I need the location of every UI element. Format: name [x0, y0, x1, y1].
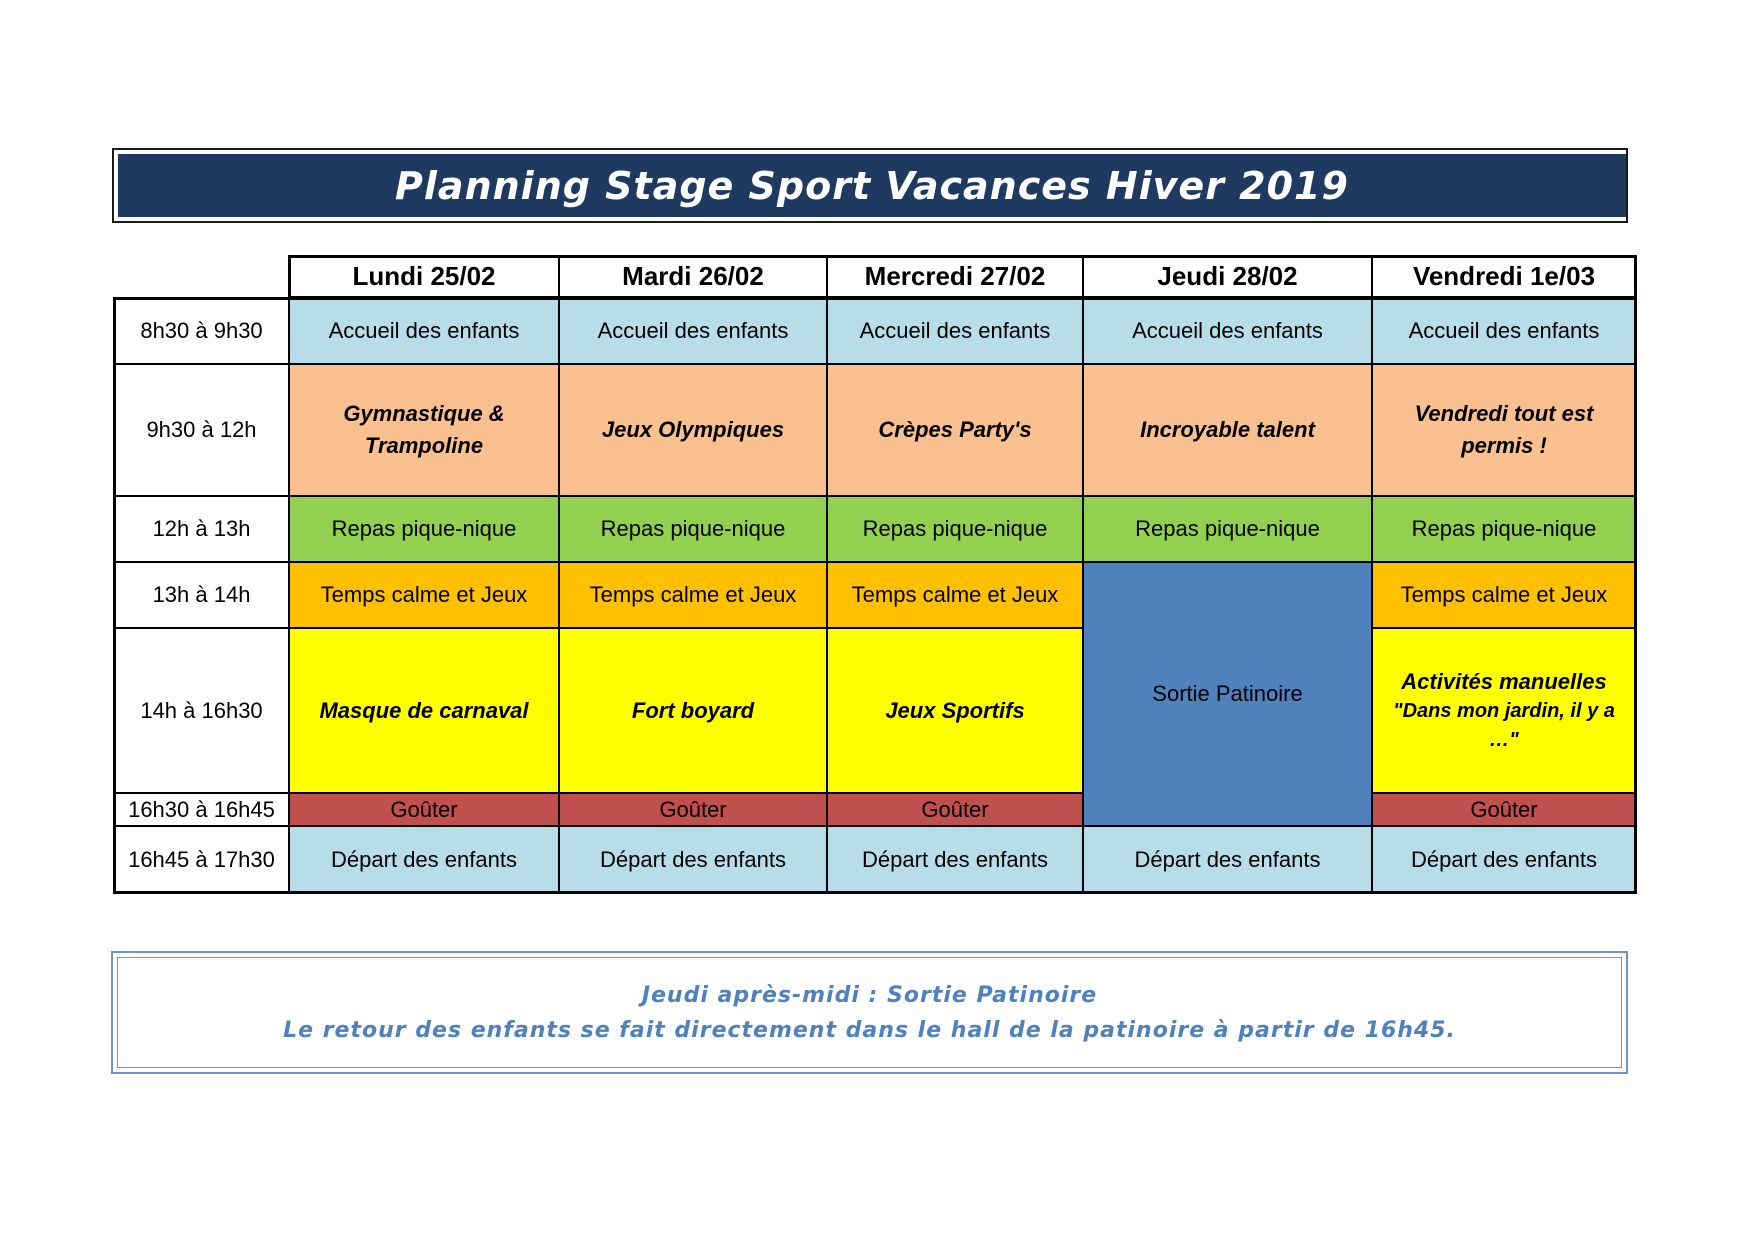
cell-accueil-mercredi: Accueil des enfants — [827, 298, 1083, 364]
cell-repas-lundi: Repas pique-nique — [289, 496, 559, 562]
cell-repas-vendredi: Repas pique-nique — [1372, 496, 1636, 562]
cell-repas-jeudi: Repas pique-nique — [1083, 496, 1372, 562]
info-box — [111, 951, 1628, 1074]
day-header-jeudi: Jeudi 28/02 — [1083, 256, 1372, 298]
page-title: Planning Stage Sport Vacances Hiver 2019 — [395, 163, 1349, 208]
cell-activity-mardi: Jeux Olympiques — [559, 364, 827, 496]
time-slot: 16h45 à 17h30 — [114, 826, 289, 893]
cell-accueil-lundi: Accueil des enfants — [289, 298, 559, 364]
cell-depart-mardi: Départ des enfants — [559, 826, 827, 893]
cell-accueil-mardi: Accueil des enfants — [559, 298, 827, 364]
time-slot: 16h30 à 16h45 — [114, 793, 289, 826]
cell-gouter-mercredi: Goûter — [827, 793, 1083, 826]
time-slot: 12h à 13h — [114, 496, 289, 562]
cell-calme-lundi: Temps calme et Jeux — [289, 562, 559, 628]
title-banner — [112, 148, 1628, 223]
activity-subtitle: "Dans mon jardin, il y a …" — [1393, 700, 1615, 752]
cell-accueil-jeudi: Accueil des enfants — [1083, 298, 1372, 364]
time-slot: 14h à 16h30 — [114, 628, 289, 793]
day-header-lundi: Lundi 25/02 — [289, 256, 559, 298]
cell-apres-midi-lundi: Masque de carnaval — [289, 628, 559, 793]
cell-depart-vendredi: Départ des enfants — [1372, 826, 1636, 893]
info-line-1: Jeudi après-midi : Sortie Patinoire — [641, 982, 1098, 1008]
cell-sortie-jeudi: Sortie Patinoire — [1083, 562, 1372, 826]
cell-repas-mercredi: Repas pique-nique — [827, 496, 1083, 562]
cell-apres-midi-mercredi: Jeux Sportifs — [827, 628, 1083, 793]
title-background — [118, 154, 1626, 217]
cell-repas-mardi: Repas pique-nique — [559, 496, 827, 562]
cell-depart-lundi: Départ des enfants — [289, 826, 559, 893]
cell-gouter-mardi: Goûter — [559, 793, 827, 826]
cell-depart-mercredi: Départ des enfants — [827, 826, 1083, 893]
cell-apres-midi-mardi: Fort boyard — [559, 628, 827, 793]
cell-apres-midi-vendredi — [1372, 628, 1636, 793]
cell-calme-mardi: Temps calme et Jeux — [559, 562, 827, 628]
activity-title: Activités manuelles — [1401, 668, 1607, 694]
cell-gouter-vendredi: Goûter — [1372, 793, 1636, 826]
time-slot: 8h30 à 9h30 — [114, 298, 289, 364]
cell-activity-jeudi: Incroyable talent — [1083, 364, 1372, 496]
time-slot: 13h à 14h — [114, 562, 289, 628]
cell-activity-vendredi: Vendredi tout est permis ! — [1372, 364, 1636, 496]
day-header-mardi: Mardi 26/02 — [559, 256, 827, 298]
day-header-vendredi: Vendredi 1e/03 — [1372, 256, 1636, 298]
cell-activity-mercredi: Crèpes Party's — [827, 364, 1083, 496]
time-slot: 9h30 à 12h — [114, 364, 289, 496]
cell-calme-mercredi: Temps calme et Jeux — [827, 562, 1083, 628]
info-box-inner — [117, 957, 1622, 1068]
cell-activity-lundi: Gymnastique & Trampoline — [289, 364, 559, 496]
cell-gouter-lundi: Goûter — [289, 793, 559, 826]
cell-calme-vendredi: Temps calme et Jeux — [1372, 562, 1636, 628]
cell-accueil-vendredi: Accueil des enfants — [1372, 298, 1636, 364]
cell-depart-jeudi: Départ des enfants — [1083, 826, 1372, 893]
day-header-mercredi: Mercredi 27/02 — [827, 256, 1083, 298]
info-line-2: Le retour des enfants se fait directement dans le hall de la patinoire à partir de 16h45. — [283, 1017, 1456, 1043]
